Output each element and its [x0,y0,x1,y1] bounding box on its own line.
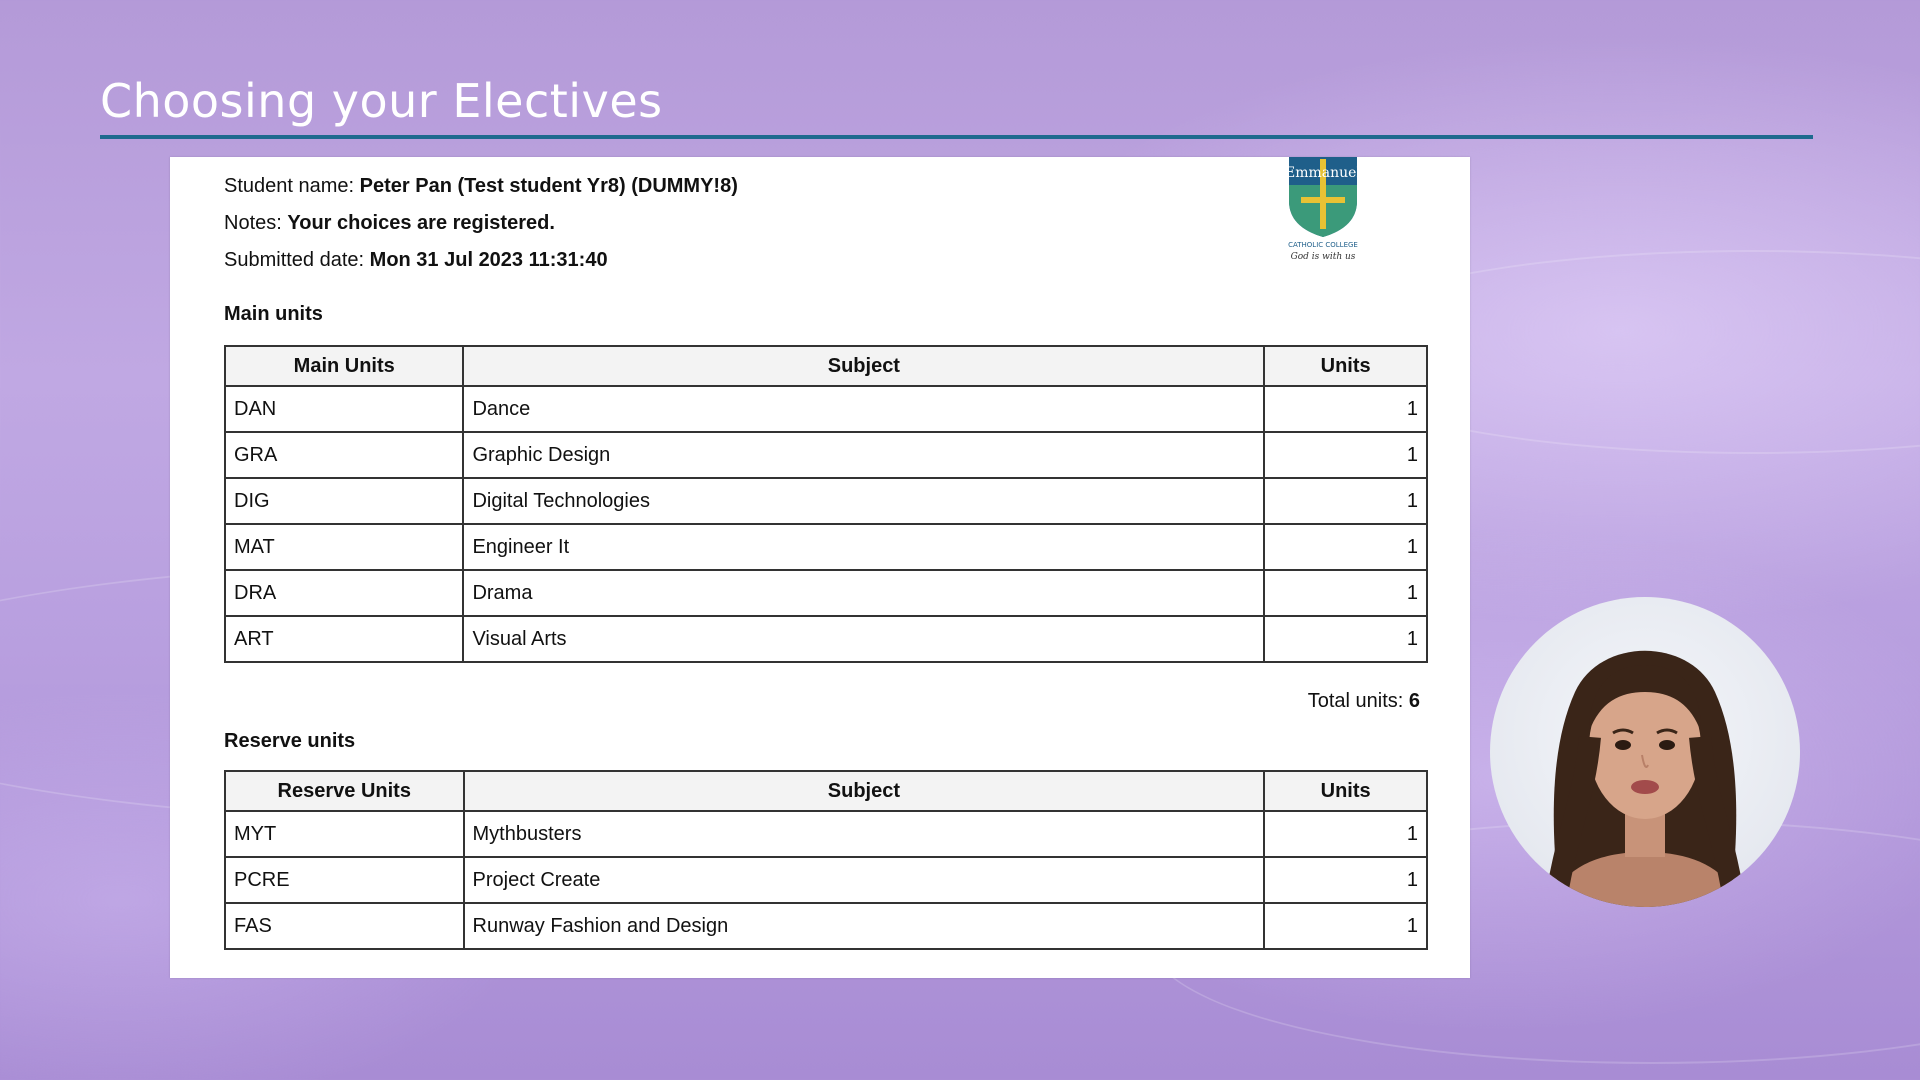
subject-name: Dance [463,386,1264,432]
subject-name: Engineer It [463,524,1264,570]
school-crest-logo [1273,157,1373,262]
total-units [1308,690,1420,713]
column-header-units: Units [1264,346,1427,386]
unit-code: PCRE [225,857,464,903]
svg-text:Emmanuel: Emmanuel [1285,165,1361,181]
units-value: 1 [1264,616,1427,662]
table-row [225,386,1427,432]
column-header-main-units: Main Units [225,346,463,386]
table-row [225,524,1427,570]
student-name-label: Student name: [224,175,355,197]
units-value: 1 [1264,524,1427,570]
table-row [225,857,1427,903]
subject-name: Visual Arts [463,616,1264,662]
table-row [225,478,1427,524]
units-value: 1 [1264,386,1427,432]
unit-code: DAN [225,386,463,432]
reserve-units-table [224,770,1428,950]
total-units-value: 6 [1408,690,1420,712]
unit-code: GRA [225,432,463,478]
reserve-units-heading: Reserve units [224,730,356,752]
subject-name: Project Create [464,857,1265,903]
table-row [225,903,1427,949]
notes-label: Notes: [224,212,282,234]
subject-name: Runway Fashion and Design [464,903,1265,949]
table-row [225,616,1427,662]
units-value: 1 [1264,570,1427,616]
column-header-subject: Subject [464,771,1265,811]
units-value: 1 [1264,903,1427,949]
unit-code: FAS [225,903,464,949]
units-value: 1 [1264,478,1427,524]
units-value: 1 [1264,857,1427,903]
subject-name: Drama [463,570,1264,616]
subject-name: Digital Technologies [463,478,1264,524]
table-row [225,811,1427,857]
column-header-reserve-units: Reserve Units [225,771,464,811]
column-header-units: Units [1264,771,1427,811]
student-name-line [224,175,738,198]
svg-text:CATHOLIC COLLEGE: CATHOLIC COLLEGE [1288,241,1358,249]
main-units-table [224,345,1428,663]
unit-code: DRA [225,570,463,616]
table-row [225,570,1427,616]
unit-code: MAT [225,524,463,570]
notes-line [224,212,555,235]
total-units-label: Total units: [1307,690,1404,712]
svg-text:God is with us: God is with us [1290,252,1356,262]
units-value: 1 [1264,432,1427,478]
subject-name: Mythbusters [464,811,1265,857]
submitted-date-value: Mon 31 Jul 2023 11:31:40 [369,249,608,271]
presenter-avatar [1490,597,1800,907]
table-header-row [225,346,1427,386]
subject-name: Graphic Design [463,432,1264,478]
submitted-date-line [224,249,608,272]
table-row [225,432,1427,478]
main-units-heading: Main units [224,303,323,325]
presenter-video-bubble [1490,597,1800,907]
table-header-row [225,771,1427,811]
column-header-subject: Subject [463,346,1264,386]
title-underline [100,135,1813,139]
unit-code: DIG [225,478,463,524]
electives-document [170,157,1470,978]
submitted-date-label: Submitted date: [224,249,365,271]
student-name-value: Peter Pan (Test student Yr8) (DUMMY!8) [359,175,738,197]
unit-code: ART [225,616,463,662]
unit-code: MYT [225,811,464,857]
slide-title: Choosing your Electives [100,74,663,128]
units-value: 1 [1264,811,1427,857]
notes-value: Your choices are registered. [287,212,555,234]
